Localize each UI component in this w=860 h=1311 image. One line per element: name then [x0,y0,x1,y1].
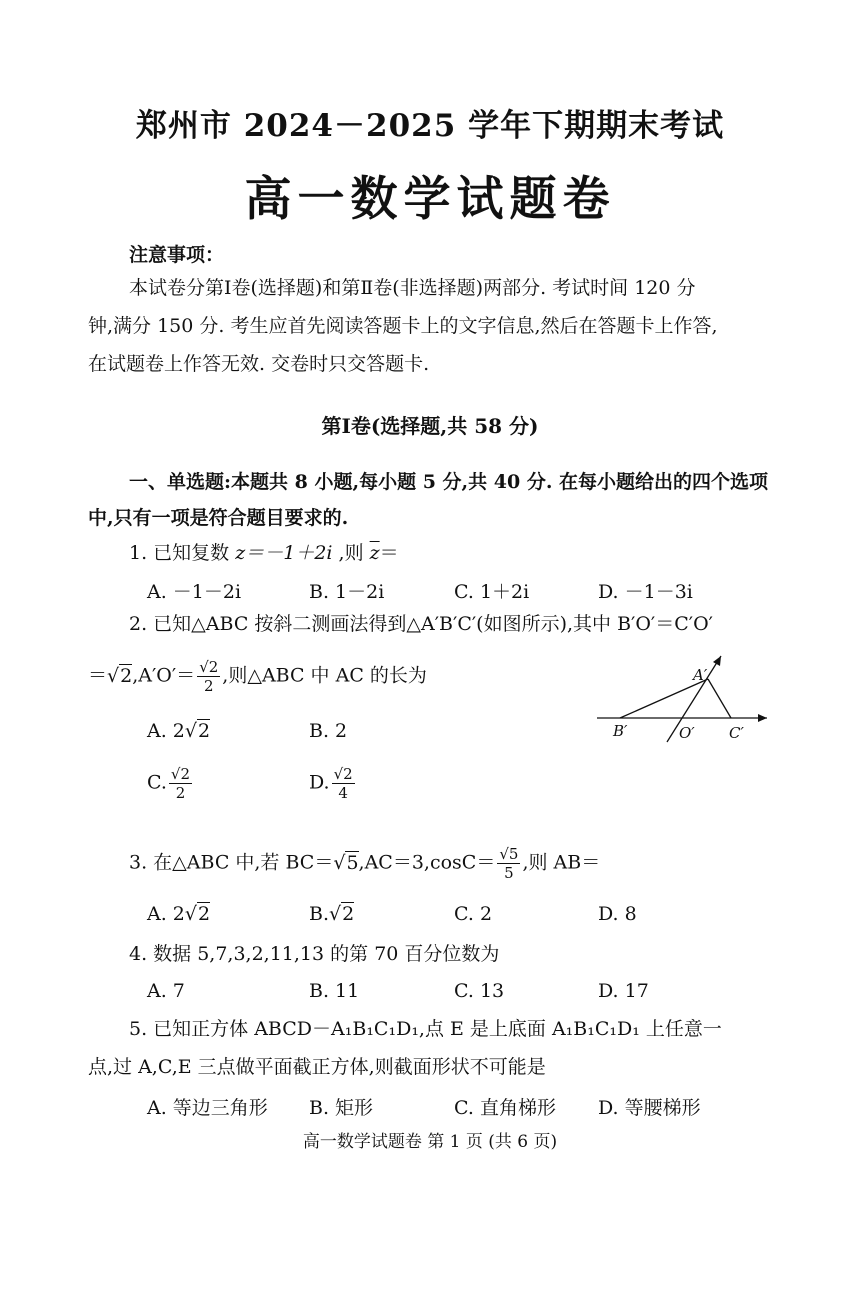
q2-fraction: $\frac{√2}{2}$ [199,658,219,695]
question-4-stem: 4. 数据 5,7,3,2,11,13 的第 70 百分位数为 [129,943,500,965]
q3-option-a [147,903,210,925]
q3-sqrt-rad: 5 [346,851,359,874]
q3-text-c: ,则 AB＝ [522,851,601,874]
q3-sqrt: √5 [333,851,359,874]
notice-line-2: 钟,满分 150 分. 考生应首先阅读答题卡上的文字信息,然后在答题卡上作答, [88,315,718,337]
q3-opt-a-rad: 2 [198,903,211,925]
q2-opt-d-fraction: $\frac{√2}{4}$ [333,765,353,802]
question-2-line-1: 2. 已知△ABC 按斜二测画法得到△A′B′C′(如图所示),其中 B′O′＝C′O′ [129,613,713,635]
q1-text-c: ,则 [332,542,370,564]
question-5-line-1: 5. 已知正方体 ABCD－A₁B₁C₁D₁,点 E 是上底面 A₁B₁C₁D₁ 上任意一 [129,1018,722,1040]
exam-subtitle: 高一数学试题卷 [244,172,616,227]
q1-option-c: C. 1＋2i [454,581,530,603]
q1-option-a: A. －1－2i [147,581,242,603]
oblique-drawing-figure [595,650,775,745]
q3-option-d: D. 8 [598,903,637,925]
q2-opt-d-text: D. [309,771,330,794]
q1-text-a: 1. 已知复数 [129,542,236,564]
q2-sqrt-radicand: 2 [120,664,133,687]
q5-option-b: B. 矩形 [309,1097,374,1119]
q3-opt-a-sqrt: √2 [184,903,211,925]
section-title: 第Ⅰ卷(选择题,共 58 分) [321,414,539,438]
q5-option-a: A. 等边三角形 [147,1097,268,1119]
label-o-prime: O′ [679,724,695,742]
q2-option-c [147,765,194,802]
q3-frac-num: 5 [508,845,519,863]
q3-opt-b-sqrt: √2 [329,903,355,925]
q4-option-d: D. 17 [598,980,649,1002]
q1-text-d: ＝ [379,542,399,564]
label-a-prime: A′ [693,666,708,684]
q3-fraction: $\frac{√5}{5}$ [499,845,519,882]
notice-heading: 注意事项： [129,244,225,266]
q2-text-c: ,A′O′＝ [132,664,196,687]
q2-option-b: B. 2 [309,720,348,742]
part-heading-line-1: 一、单选题:本题共 8 小题,每小题 5 分,共 40 分. 在每小题给出的四个选项 [129,471,769,493]
q2-opt-d-den: 4 [338,784,348,802]
q1-complex: z＝－1＋2i [235,542,333,564]
q2-opt-c-text: C. [147,771,167,794]
q3-opt-a-text: A. 2 [147,903,185,925]
q3-opt-b-rad: 2 [342,903,355,925]
label-b-prime: B′ [613,722,628,740]
q4-option-a: A. 7 [147,980,185,1002]
segment-ac [708,679,731,718]
q2-opt-c-den: 2 [175,784,186,802]
page-footer: 高一数学试题卷 第 1 页 (共 6 页) [302,1132,558,1152]
q3-option-c: C. 2 [454,903,493,925]
x-axis-arrow [758,714,767,722]
question-5-line-2: 点,过 A,C,E 三点做平面截正方体,则截面形状不可能是 [88,1056,546,1078]
q2-eq: ＝ [88,664,108,687]
q4-option-c: C. 13 [454,980,505,1002]
y-axis-arrow [713,656,721,666]
q2-opt-a-rad: 2 [198,720,211,742]
q1-option-d: D. －1－3i [598,581,693,603]
q2-opt-d-num: 2 [343,765,353,783]
question-2-line-2 [88,658,427,695]
q5-option-d: D. 等腰梯形 [598,1097,701,1119]
q2-opt-a-sqrt: √2 [184,720,211,742]
exam-title: 郑州市 2024－2025 学年下期期末考试 [135,108,725,144]
q3-frac-den: 5 [504,864,514,882]
part-heading-line-2: 中,只有一项是符合题目要求的. [88,507,349,529]
q2-option-a [147,720,210,742]
q3-text-a: 3. 在△ABC 中,若 BC＝ [129,851,334,874]
q2-text-d: ,则△ABC 中 AC 的长为 [222,664,427,687]
label-c-prime: C′ [729,724,744,742]
q3-text-b: ,AC＝3,cosC＝ [358,851,496,874]
q2-opt-c-fraction: $\frac{√2}{2}$ [170,765,191,802]
q2-frac-num: 2 [208,658,219,676]
notice-line-1: 本试卷分第Ⅰ卷(选择题)和第Ⅱ卷(非选择题)两部分. 考试时间 120 分 [129,277,696,299]
q3-option-b [309,903,354,925]
q2-opt-c-num: 2 [180,765,191,783]
q3-opt-b-text: B. [309,903,330,925]
q1-zbar: $\overline{z}$ [369,542,380,564]
question-1-stem [129,541,399,565]
q2-frac-den: 2 [203,677,214,695]
q4-option-b: B. 11 [309,980,360,1002]
notice-line-3: 在试题卷上作答无效. 交卷时只交答题卡. [88,353,430,375]
q5-option-c: C. 直角梯形 [454,1097,556,1119]
q2-sqrt: √2 [107,664,133,687]
question-3-stem [129,845,600,882]
q2-option-d [309,765,357,802]
q1-option-b: B. 1－2i [309,581,385,603]
q2-opt-a-text: A. 2 [147,720,185,742]
